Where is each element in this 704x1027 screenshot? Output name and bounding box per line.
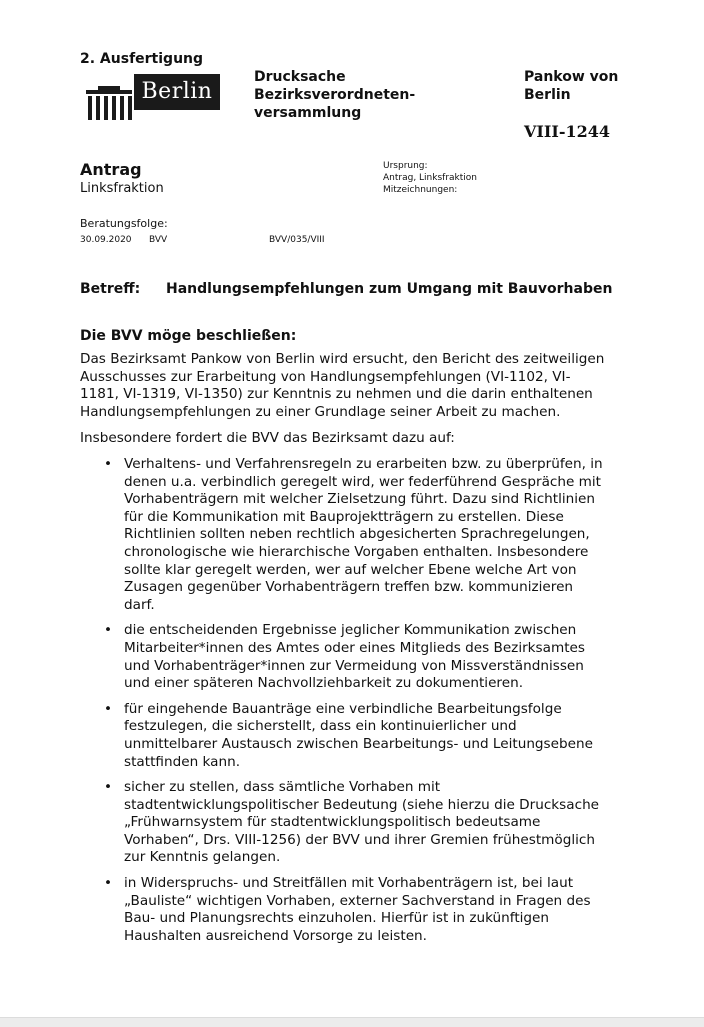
- drucksache-line: Drucksache: [254, 69, 346, 85]
- drucksache-line: versammlung: [254, 105, 362, 121]
- antrag-title: Antrag: [80, 160, 142, 179]
- paragraph-line: 1181, VI-1319, VI-1350) zur Kenntnis zu nehmen und die darin enthaltenen: [80, 386, 593, 402]
- drucksache-title: [254, 68, 415, 122]
- list-item-line: für eingehende Bauanträge eine verbindliche Bearbeitungsfolge: [124, 700, 562, 717]
- bullet-icon: •: [104, 700, 113, 717]
- mitzeichnungen-label: Mitzeichnungen:: [383, 185, 458, 195]
- paragraph-line: Ausschusses zur Erarbeitung von Handlungsempfehlungen (VI-1102, VI-: [80, 368, 571, 385]
- list-item-line: festzulegen, die sicherstellt, dass ein kontinuierlicher und: [124, 718, 517, 735]
- ursprung-value: Antrag, Linksfraktion: [383, 173, 477, 183]
- list-item-line: Verhaltens- und Verfahrensregeln zu erarbeiten bzw. zu überprüfen, in: [124, 456, 603, 472]
- list-item-line: für die Kommunikation mit Bauprojektträgern zu erstellen. Diese: [124, 508, 564, 525]
- list-item-line: Zusagen gegenüber Vorhabenträgern treffen bzw. kommunizieren: [124, 579, 574, 596]
- district-line: Berlin: [524, 87, 571, 103]
- beratungsfolge-label: Beratungsfolge:: [80, 217, 168, 230]
- list-item: [104, 701, 664, 771]
- demand-intro: Insbesondere fordert die BVV das Bezirksamt dazu auf:: [80, 430, 455, 446]
- antrag-subtitle: Linksfraktion: [80, 181, 164, 196]
- betreff-label: Betreff:: [80, 281, 141, 297]
- list-item-line: sollte klar geregelt werden, wer auf welcher Ebene welche Art von: [124, 561, 577, 578]
- bullet-icon: •: [104, 622, 113, 639]
- bullet-icon: •: [104, 456, 113, 472]
- list-item: [104, 622, 664, 692]
- list-item-line: denen u.a. verbindlich geregelt wird, wer federführend Gespräche mit: [124, 473, 602, 490]
- list-item: [104, 875, 664, 945]
- ausfertigung-label: 2. Ausfertigung: [80, 51, 204, 67]
- list-item: [104, 779, 664, 867]
- list-item-line: sicher zu stellen, dass sämtliche Vorhaben mit: [124, 779, 441, 796]
- list-item-line: und einer späteren Nachvollziehbarkeit zu dokumentieren.: [124, 675, 524, 692]
- district-name: [524, 68, 618, 104]
- list-item-line: Vorhaben“, Drs. VIII-1256) der BVV und ihrer Gremien frühestmöglich: [124, 831, 595, 848]
- list-item-line: Mitarbeiter*innen des Amtes oder eines Mitglieds des Bezirksamtes: [124, 639, 585, 656]
- list-item-line: unmittelbarer Austausch zwischen Bearbeitungs- und Leitungsebene: [124, 735, 593, 752]
- origin-meta: [383, 160, 477, 196]
- drucksache-line: Bezirksverordneten-: [254, 87, 416, 103]
- list-item-line: stadtentwicklungspolitischer Bedeutung (siehe hierzu die Drucksache: [124, 796, 600, 813]
- beratung-gremium: BVV: [149, 235, 168, 245]
- list-item-line: Richtlinien sollten neben rechtlich abgesicherten Sprachregelungen,: [124, 526, 590, 543]
- resolve-heading: Die BVV möge beschließen:: [80, 328, 297, 344]
- list-item-line: die entscheidenden Ergebnisse jeglicher Kommunikation zwischen: [124, 622, 577, 639]
- list-item-line: Haushalten ausreichend Vorsorge zu leisten.: [124, 927, 427, 944]
- document-number: VIII-1244: [524, 122, 611, 141]
- beratung-date: 30.09.2020: [80, 235, 132, 245]
- list-item-line: Vorhabenträgern mit welcher Zielsetzung führt. Dazu sind Richtlinien: [124, 491, 596, 508]
- berlin-logo: [84, 74, 220, 120]
- district-line: Pankow von: [524, 69, 619, 85]
- ursprung-label: Ursprung:: [383, 161, 428, 171]
- list-item-line: und Vorhabenträger*innen zur Vermeidung von Missverständnissen: [124, 657, 584, 674]
- viewer-bottom-bar: [0, 1017, 704, 1027]
- list-item-line: „Frühwarnsystem für stadtentwicklungspolitisch bedeutsame: [124, 814, 541, 831]
- list-item-line: stattfinden kann.: [124, 753, 241, 770]
- paragraph-line: Handlungsempfehlungen zu einer Grundlage seiner Arbeit zu machen.: [80, 403, 561, 420]
- list-item-line: in Widerspruchs- und Streitfällen mit Vorhabenträgern ist, bei laut: [124, 875, 574, 892]
- list-item-line: chronologische wie hierarchische Vorgaben enthalten. Insbesondere: [124, 543, 589, 560]
- demand-list: [104, 456, 664, 953]
- brandenburg-gate-icon: [84, 86, 134, 120]
- list-item-line: darf.: [124, 596, 155, 613]
- paragraph-line: Das Bezirksamt Pankow von Berlin wird ersucht, den Bericht des zeitweiligen: [80, 351, 605, 367]
- beratung-number: BVV/035/VIII: [269, 235, 325, 245]
- list-item-line: Bau- und Planungsrechts einzuholen. Hierfür ist in zukünftigen: [124, 910, 550, 927]
- intro-paragraph: [80, 351, 660, 421]
- list-item-line: „Bauliste“ wichtigen Vorhaben, externer Sachverstand in Fragen des: [124, 892, 591, 909]
- bullet-icon: •: [104, 875, 113, 892]
- bullet-icon: •: [104, 779, 113, 796]
- logo-wordmark: Berlin: [134, 74, 220, 110]
- list-item-line: zur Kenntnis gelangen.: [124, 849, 281, 866]
- betreff-text: Handlungsempfehlungen zum Umgang mit Bauvorhaben: [166, 281, 613, 297]
- list-item: [104, 456, 664, 614]
